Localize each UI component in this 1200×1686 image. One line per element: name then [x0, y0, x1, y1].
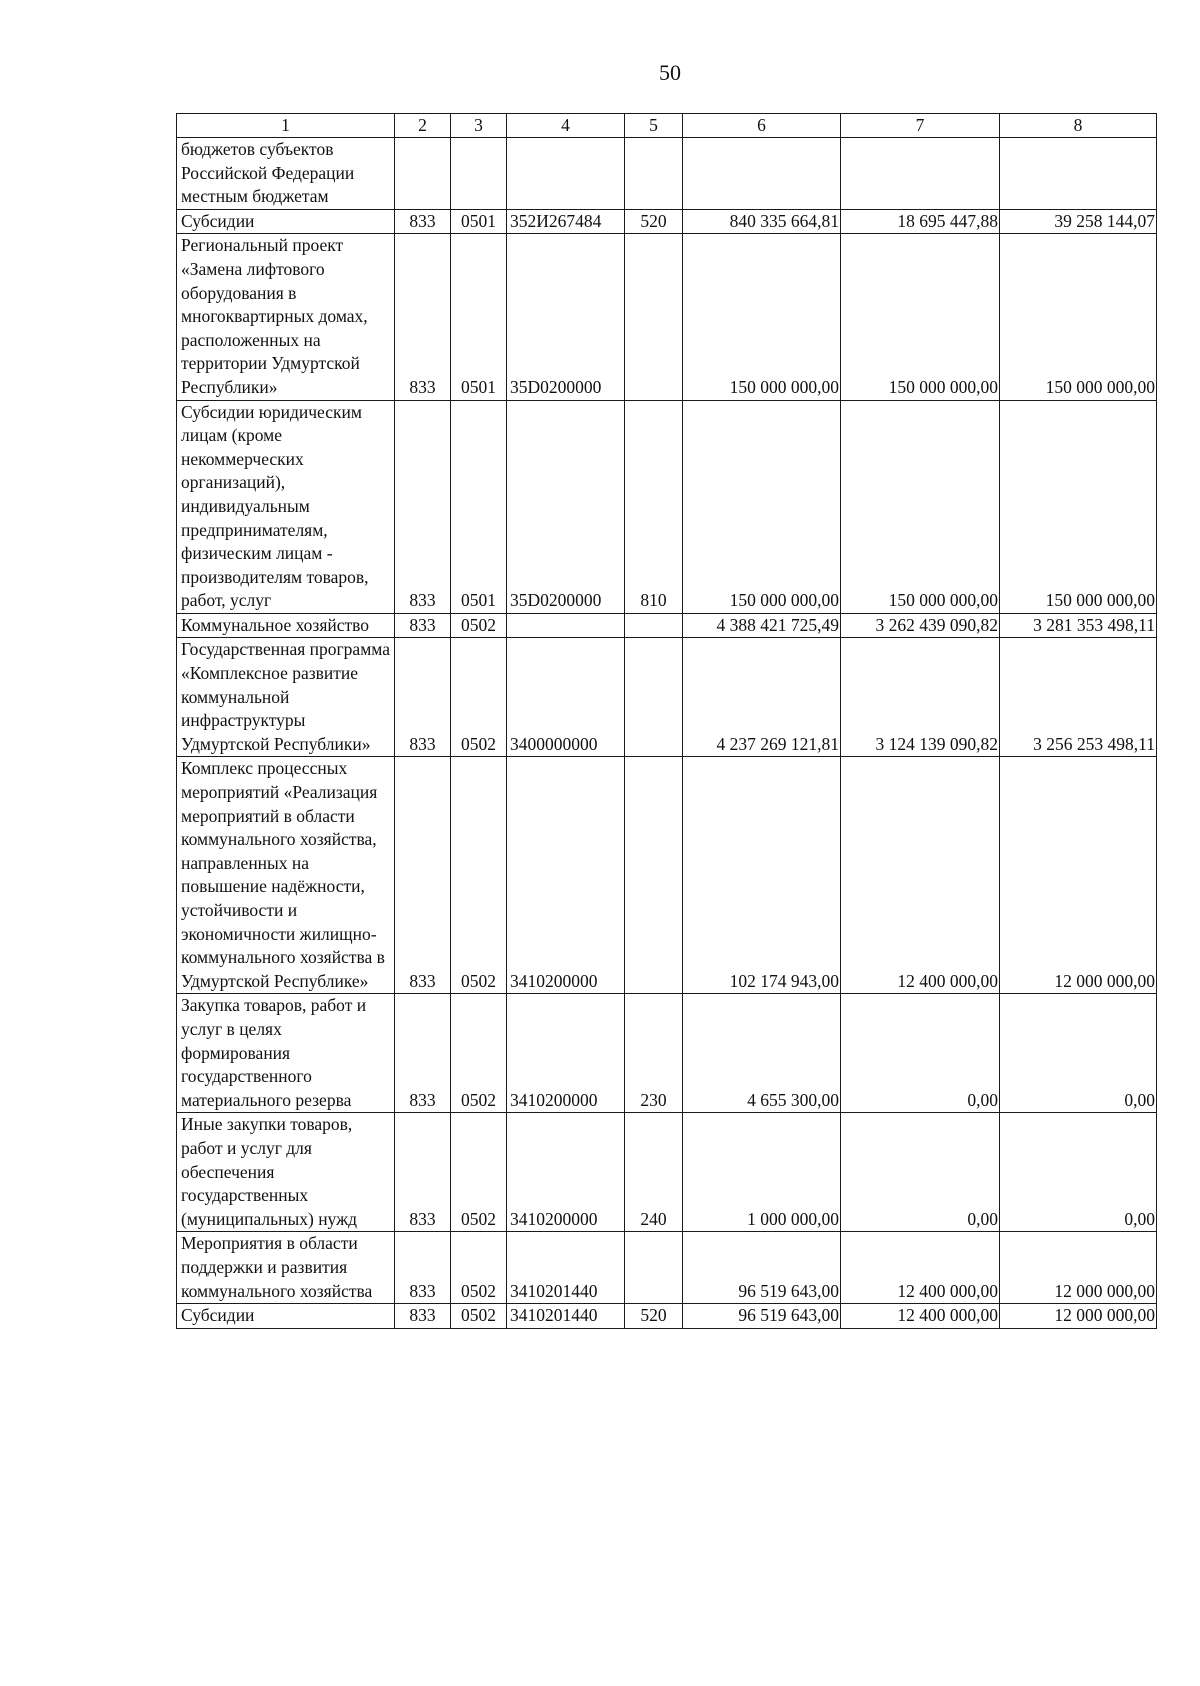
- table-row: [177, 1304, 1157, 1329]
- cell-expense-type: 520: [625, 209, 683, 234]
- table-row: [177, 209, 1157, 234]
- cell-amount-6: 96 519 643,00: [683, 1232, 841, 1304]
- table-row: [177, 400, 1157, 613]
- table-row: [177, 613, 1157, 638]
- cell-section-code: 0502: [451, 757, 507, 994]
- cell-ministry-code: 833: [395, 234, 451, 400]
- cell-target-article: 3410201440: [507, 1232, 625, 1304]
- cell-target-article: 35D0200000: [507, 400, 625, 613]
- cell-ministry-code: [395, 138, 451, 210]
- cell-amount-7: 12 400 000,00: [841, 1232, 1000, 1304]
- cell-target-article: 3410200000: [507, 757, 625, 994]
- cell-amount-6: 4 237 269 121,81: [683, 638, 841, 757]
- cell-amount-7: 12 400 000,00: [841, 757, 1000, 994]
- table-row: [177, 757, 1157, 994]
- cell-ministry-code: 833: [395, 613, 451, 638]
- cell-amount-7: 3 124 139 090,82: [841, 638, 1000, 757]
- column-header-4: 4: [507, 114, 625, 138]
- cell-section-code: 0501: [451, 400, 507, 613]
- cell-target-article: 3400000000: [507, 638, 625, 757]
- page-number: 50: [659, 60, 681, 85]
- cell-ministry-code: 833: [395, 638, 451, 757]
- column-header-5: 5: [625, 114, 683, 138]
- cell-amount-6: 150 000 000,00: [683, 234, 841, 400]
- table-row: [177, 638, 1157, 757]
- cell-amount-8: 12 000 000,00: [1000, 1232, 1157, 1304]
- cell-amount-8: [1000, 138, 1157, 210]
- cell-expense-type: [625, 1232, 683, 1304]
- cell-amount-8: 0,00: [1000, 994, 1157, 1113]
- cell-expense-type: [625, 138, 683, 210]
- cell-target-article: 35D0200000: [507, 234, 625, 400]
- cell-amount-6: 840 335 664,81: [683, 209, 841, 234]
- cell-amount-6: 4 388 421 725,49: [683, 613, 841, 638]
- row-name: Государственная программа «Комплексное развитие коммунальной инфраструктуры Удмуртской Республики»: [177, 638, 395, 757]
- cell-section-code: 0501: [451, 209, 507, 234]
- cell-amount-6: 4 655 300,00: [683, 994, 841, 1113]
- cell-target-article: 3410200000: [507, 1113, 625, 1232]
- cell-target-article: [507, 138, 625, 210]
- cell-amount-6: 96 519 643,00: [683, 1304, 841, 1329]
- cell-section-code: 0502: [451, 1232, 507, 1304]
- cell-expense-type: 520: [625, 1304, 683, 1329]
- cell-amount-8: 150 000 000,00: [1000, 400, 1157, 613]
- column-header-8: 8: [1000, 114, 1157, 138]
- cell-expense-type: [625, 757, 683, 994]
- cell-amount-8: 39 258 144,07: [1000, 209, 1157, 234]
- cell-amount-7: [841, 138, 1000, 210]
- cell-expense-type: [625, 234, 683, 400]
- cell-amount-8: 12 000 000,00: [1000, 757, 1157, 994]
- column-header-3: 3: [451, 114, 507, 138]
- row-name: Иные закупки товаров, работ и услуг для обеспечения государственных (муниципальных) нужд: [177, 1113, 395, 1232]
- cell-amount-8: 0,00: [1000, 1113, 1157, 1232]
- cell-section-code: 0501: [451, 234, 507, 400]
- cell-amount-8: 3 256 253 498,11: [1000, 638, 1157, 757]
- row-name: Субсидии: [177, 1304, 395, 1329]
- row-name: Субсидии юридическим лицам (кроме некоммерческих организаций), индивидуальным предпринимателям, физическим лицам - производителям товаров, работ, услуг: [177, 400, 395, 613]
- cell-target-article: 3410200000: [507, 994, 625, 1113]
- cell-section-code: 0502: [451, 613, 507, 638]
- cell-amount-8: 12 000 000,00: [1000, 1304, 1157, 1329]
- row-name: Закупка товаров, работ и услуг в целях формирования государственного материального резерва: [177, 994, 395, 1113]
- column-header-6: 6: [683, 114, 841, 138]
- table-row: [177, 138, 1157, 210]
- cell-section-code: 0502: [451, 1113, 507, 1232]
- cell-amount-6: [683, 138, 841, 210]
- table-row: [177, 994, 1157, 1113]
- cell-section-code: [451, 138, 507, 210]
- cell-target-article: [507, 613, 625, 638]
- cell-ministry-code: 833: [395, 1232, 451, 1304]
- table-row: [177, 234, 1157, 400]
- header-row: [177, 114, 1157, 138]
- cell-amount-6: 102 174 943,00: [683, 757, 841, 994]
- cell-expense-type: [625, 638, 683, 757]
- cell-section-code: 0502: [451, 994, 507, 1113]
- row-name: бюджетов субъектов Российской Федерации местным бюджетам: [177, 138, 395, 210]
- cell-expense-type: [625, 613, 683, 638]
- column-header-2: 2: [395, 114, 451, 138]
- cell-expense-type: 230: [625, 994, 683, 1113]
- row-name: Коммунальное хозяйство: [177, 613, 395, 638]
- cell-amount-7: 18 695 447,88: [841, 209, 1000, 234]
- row-name: Субсидии: [177, 209, 395, 234]
- row-name: Мероприятия в области поддержки и развития коммунального хозяйства: [177, 1232, 395, 1304]
- cell-amount-7: 0,00: [841, 994, 1000, 1113]
- budget-table: [176, 113, 1157, 1329]
- table-row: [177, 1113, 1157, 1232]
- cell-amount-7: 150 000 000,00: [841, 400, 1000, 613]
- cell-expense-type: 240: [625, 1113, 683, 1232]
- cell-ministry-code: 833: [395, 1304, 451, 1329]
- cell-section-code: 0502: [451, 638, 507, 757]
- cell-amount-7: 0,00: [841, 1113, 1000, 1232]
- column-header-1: 1: [177, 114, 395, 138]
- row-name: Комплекс процессных мероприятий «Реализация мероприятий в области коммунального хозяйства, направленных на повышение надёжности, устойчивости и экономичности жилищно-коммунального хозяйства в Удмуртской Республике»: [177, 757, 395, 994]
- row-name: Региональный проект «Замена лифтового оборудования в многоквартирных домах, расположенных на территории Удмуртской Республики»: [177, 234, 395, 400]
- column-header-7: 7: [841, 114, 1000, 138]
- cell-ministry-code: 833: [395, 994, 451, 1113]
- cell-ministry-code: 833: [395, 757, 451, 994]
- cell-ministry-code: 833: [395, 209, 451, 234]
- cell-amount-7: 12 400 000,00: [841, 1304, 1000, 1329]
- cell-expense-type: 810: [625, 400, 683, 613]
- cell-amount-7: 3 262 439 090,82: [841, 613, 1000, 638]
- cell-target-article: 3410201440: [507, 1304, 625, 1329]
- cell-amount-7: 150 000 000,00: [841, 234, 1000, 400]
- cell-amount-8: 3 281 353 498,11: [1000, 613, 1157, 638]
- cell-amount-6: 1 000 000,00: [683, 1113, 841, 1232]
- cell-ministry-code: 833: [395, 400, 451, 613]
- cell-amount-6: 150 000 000,00: [683, 400, 841, 613]
- cell-ministry-code: 833: [395, 1113, 451, 1232]
- cell-amount-8: 150 000 000,00: [1000, 234, 1157, 400]
- cell-target-article: 352И267484: [507, 209, 625, 234]
- table-row: [177, 1232, 1157, 1304]
- cell-section-code: 0502: [451, 1304, 507, 1329]
